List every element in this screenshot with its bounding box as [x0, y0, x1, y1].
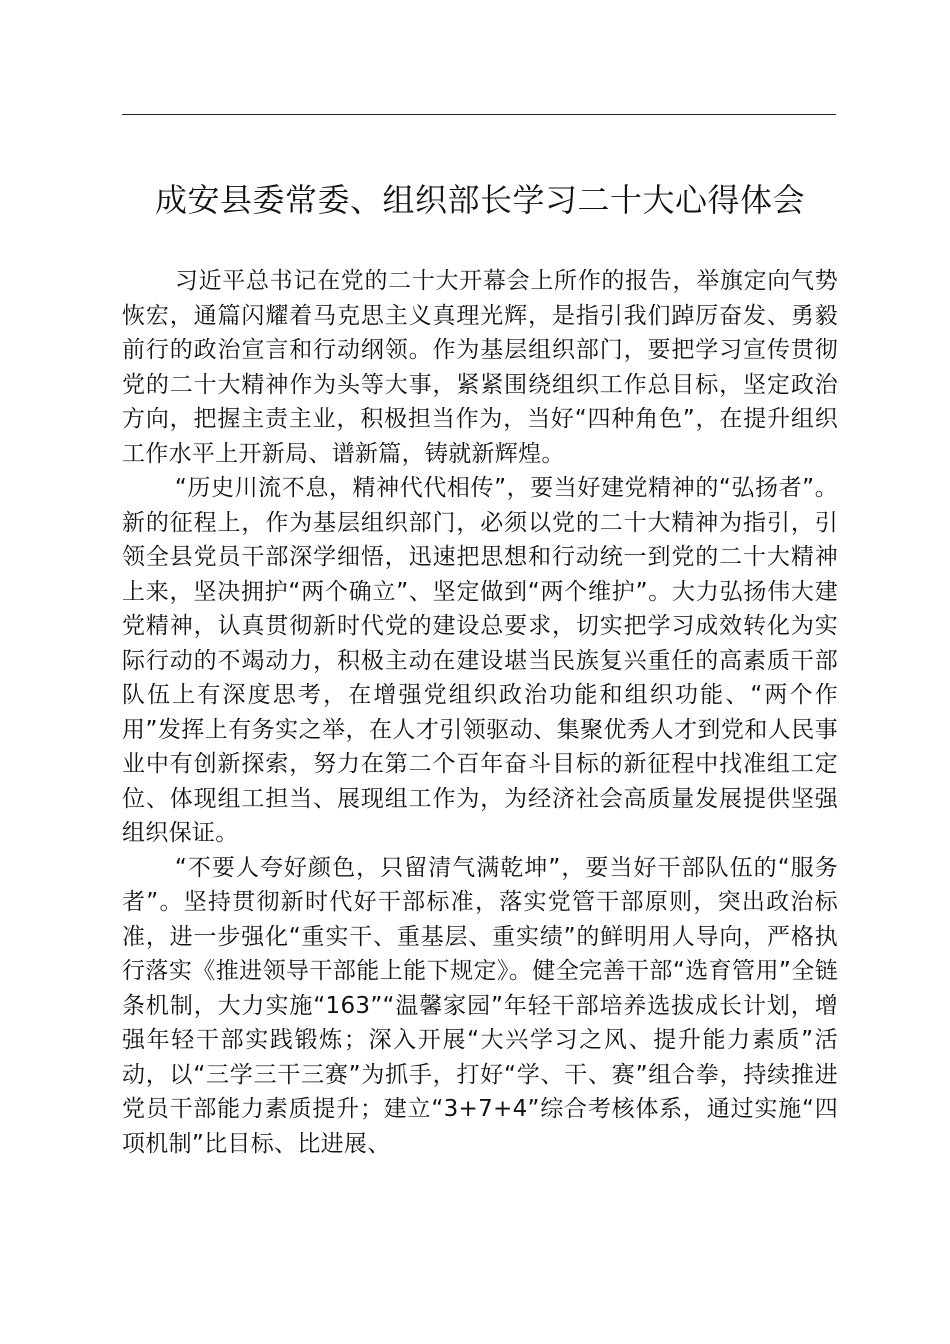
- paragraph-intro: 习近平总书记在党的二十大开幕会上所作的报告，举旗定向气势恢宏，通篇闪耀着马克思主义真理光辉，是指引我们踔厉奋发、勇毅前行的政治宣言和行动纲领。作为基层组织部门，要把学习宣传贯彻党的二十大精神作为头等大事，紧紧围绕组织工作总目标，坚定政治方向，把握主责主业，积极担当作为，当好“四种角色”，在提升组织工作水平上开新局、谱新篇，铸就新辉煌。: [122, 268, 838, 467]
- paragraph-promoter: “历史川流不息，精神代代相传”，要当好建党精神的“弘扬者”。新的征程上，作为基层组织部门，必须以党的二十大精神为指引，引领全县党员干部深学细悟，迅速把思想和行动统一到党的二十大精神上来，坚决拥护“两个确立”、坚定做到“两个维护”。大力弘扬伟大建党精神，认真贯彻新时代党的建设总要求，切实把学习成效转化为实际行动的不竭动力，积极主动在建设堪当民族复兴重任的高素质干部队伍上有深度思考，在增强党组织政治功能和组织功能、“两个作用”发挥上有务实之举，在人才引领驱动、集聚优秀人才到党和人民事业中有创新探索，努力在第二个百年奋斗目标的新征程中找准组工定位、体现组工担当、展现组工作为，为经济社会高质量发展提供坚强组织保证。: [122, 475, 838, 846]
- paragraph-server: “不要人夸好颜色，只留清气满乾坤”，要当好干部队伍的“服务者”。坚持贯彻新时代好干部标准，落实党管干部原则，突出政治标准，进一步强化“重实干、重基层、重实绩”的鲜明用人导向，严格执行落实《推进领导干部能上能下规定》。健全完善干部“选育管用”全链条机制，大力实施“163”“温馨家园”年轻干部培养选拔成长计划，增强年轻干部实践锻炼；深入开展“大兴学习之风、提升能力素质”活动，以“三学三干三赛”为抓手，打好“学、干、赛”组合拳，持续推进党员干部能力素质提升；建立“3+7+4”综合考核体系，通过实施“四项机制”比目标、比进展、: [122, 854, 838, 1157]
- header-rule: [122, 114, 836, 115]
- document-title: 成安县委常委、组织部长学习二十大心得体会: [154, 181, 805, 219]
- document-body: [122, 264, 838, 1161]
